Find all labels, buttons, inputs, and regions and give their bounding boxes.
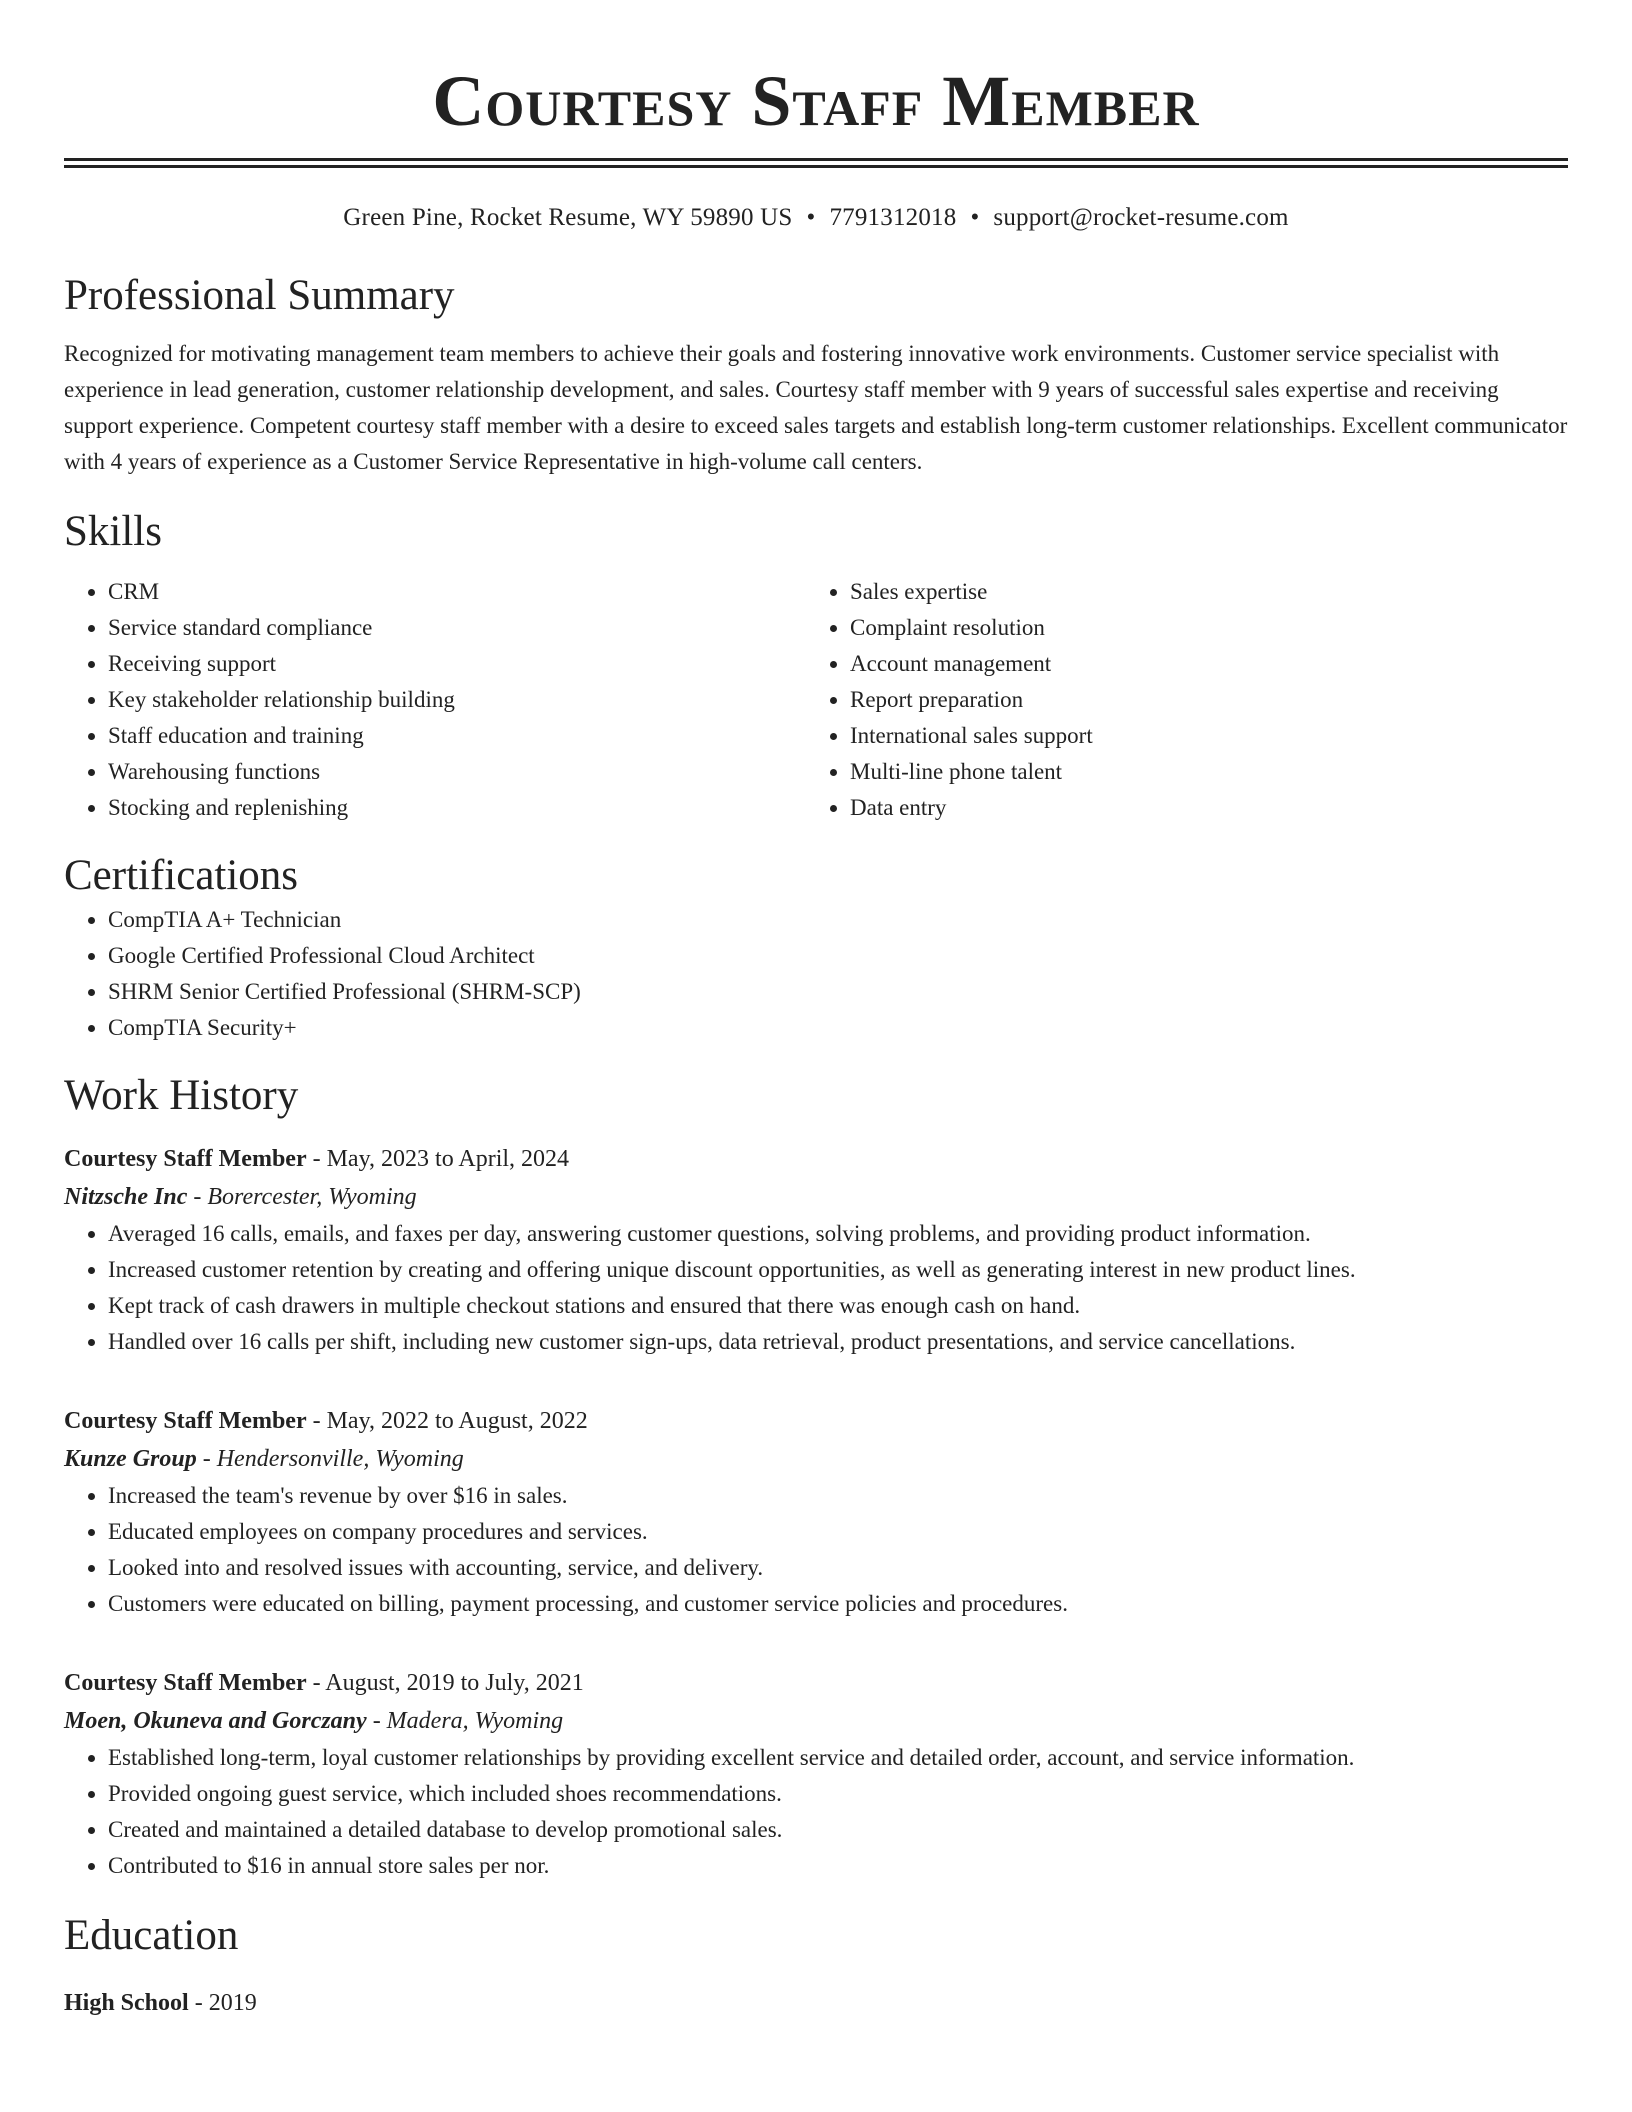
- job-role: Courtesy Staff Member: [64, 1146, 307, 1172]
- job-location: - Borercester, Wyoming: [187, 1184, 417, 1210]
- skill-item: • Multi-line phone talent: [850, 754, 1548, 790]
- skill-item: • Data entry: [850, 790, 1548, 826]
- job-bullets: [64, 1216, 1568, 1360]
- job-bullet: • Educated employees on company procedures and services.: [108, 1514, 1568, 1550]
- header-divider: [64, 158, 1568, 168]
- certification-item: • SHRM Senior Certified Professional (SHRM-SCP): [108, 974, 1568, 1010]
- job-title-line: [64, 1664, 1568, 1702]
- job-location: - Hendersonville, Wyoming: [196, 1446, 464, 1472]
- job-bullet: • Contributed to $16 in annual store sales per nor.: [108, 1848, 1568, 1884]
- certification-item: • CompTIA Security+: [108, 1010, 1568, 1046]
- contact-address: Green Pine, Rocket Resume, WY 59890 US: [343, 204, 793, 231]
- work-history-heading: Work History: [64, 1072, 299, 1119]
- resume-name: Courtesy Staff Member: [432, 61, 1200, 141]
- job-dates: - August, 2019 to July, 2021: [306, 1670, 584, 1696]
- education-heading: Education: [64, 1912, 239, 1959]
- job-location: - Madera, Wyoming: [366, 1708, 564, 1734]
- job-bullet: • Increased customer retention by creating and offering unique discount opportunities, as well as generating interest in new product lines.: [108, 1252, 1568, 1288]
- skills-grid: [64, 574, 1568, 826]
- job-company-line: [64, 1440, 1568, 1478]
- education-entry: [64, 1984, 1568, 2022]
- job-bullets: [64, 1478, 1568, 1622]
- skills-list-right: [806, 574, 1548, 826]
- contact-separator: •: [806, 204, 816, 231]
- job-dates: - May, 2023 to April, 2024: [306, 1146, 570, 1172]
- job-bullets: [64, 1740, 1568, 1884]
- job-title-line: [64, 1402, 1568, 1440]
- skills-heading: Skills: [64, 508, 162, 555]
- skill-item: • Account management: [850, 646, 1548, 682]
- skill-item: • Key stakeholder relationship building: [108, 682, 806, 718]
- skills-column-left: [64, 574, 806, 826]
- summary-heading: Professional Summary: [64, 272, 455, 319]
- job-company: Moen, Okuneva and Gorczany: [64, 1708, 367, 1734]
- job-dates: - May, 2022 to August, 2022: [306, 1408, 588, 1434]
- job-entry: [64, 1140, 1568, 1360]
- skill-item: • Complaint resolution: [850, 610, 1548, 646]
- skill-item: • CRM: [108, 574, 806, 610]
- contact-email: support@rocket-resume.com: [993, 204, 1289, 231]
- summary-text: Recognized for motivating management team members to achieve their goals and fostering innovative work environments. Customer service specialist with experience in lead generation, customer relationship development, and sales. Courtesy staff member with 9 years of successful sales expertise and receiving support experience. Competent courtesy staff member with a desire to exceed sales targets and establish long-term customer relationships. Excellent communicator with 4 years of experience as a Customer Service Representative in high-volume call centers.: [64, 341, 1568, 474]
- skills-list-left: [64, 574, 806, 826]
- job-bullet: • Created and maintained a detailed database to develop promotional sales.: [108, 1812, 1568, 1848]
- education-degree: High School: [64, 1990, 189, 2016]
- job-bullet: • Handled over 16 calls per shift, including new customer sign-ups, data retrieval, product presentations, and service cancellations.: [108, 1324, 1568, 1360]
- job-bullet: • Increased the team's revenue by over $16 in sales.: [108, 1478, 1568, 1514]
- skill-item: • Staff education and training: [108, 718, 806, 754]
- job-bullet: • Averaged 16 calls, emails, and faxes per day, answering customer questions, solving problems, and providing product information.: [108, 1216, 1568, 1252]
- job-company-line: [64, 1702, 1568, 1740]
- job-bullet: • Customers were educated on billing, payment processing, and customer service policies and procedures.: [108, 1586, 1568, 1622]
- contact-separator: •: [970, 204, 980, 231]
- job-bullet: • Looked into and resolved issues with accounting, service, and delivery.: [108, 1550, 1568, 1586]
- job-bullet: • Provided ongoing guest service, which included shoes recommendations.: [108, 1776, 1568, 1812]
- skill-item: • Sales expertise: [850, 574, 1548, 610]
- skill-item: • Service standard compliance: [108, 610, 806, 646]
- job-entry: [64, 1664, 1568, 1884]
- job-company: Nitzsche Inc: [64, 1184, 188, 1210]
- contact-line: [64, 202, 1568, 234]
- job-title-line: [64, 1140, 1568, 1178]
- skill-item: • Receiving support: [108, 646, 806, 682]
- skill-item: • International sales support: [850, 718, 1548, 754]
- job-company: Kunze Group: [64, 1446, 197, 1472]
- job-company-line: [64, 1178, 1568, 1216]
- certification-item: • Google Certified Professional Cloud Architect: [108, 938, 1568, 974]
- education-year: - 2019: [188, 1990, 257, 2016]
- job-role: Courtesy Staff Member: [64, 1408, 307, 1434]
- skill-item: • Report preparation: [850, 682, 1548, 718]
- certifications-list: [64, 902, 1568, 1046]
- job-bullet: • Established long-term, loyal customer relationships by providing excellent service and detailed order, account, and service information.: [108, 1740, 1568, 1776]
- contact-phone: 7791312018: [829, 204, 957, 231]
- certification-item: • CompTIA A+ Technician: [108, 902, 1568, 938]
- certifications-heading: Certifications: [64, 852, 299, 899]
- job-bullet: • Kept track of cash drawers in multiple checkout stations and ensured that there was enough cash on hand.: [108, 1288, 1568, 1324]
- skills-column-right: [806, 574, 1548, 826]
- skill-item: • Stocking and replenishing: [108, 790, 806, 826]
- job-role: Courtesy Staff Member: [64, 1670, 307, 1696]
- job-entry: [64, 1402, 1568, 1622]
- skill-item: • Warehousing functions: [108, 754, 806, 790]
